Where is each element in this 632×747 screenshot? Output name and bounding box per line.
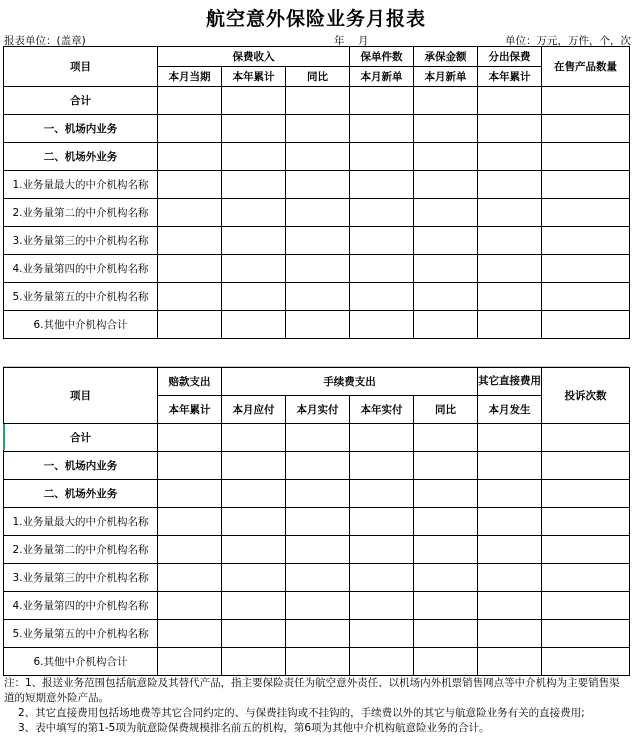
table-cell[interactable] bbox=[414, 283, 478, 311]
table-cell[interactable] bbox=[414, 227, 478, 255]
table-row bbox=[4, 311, 630, 339]
table-cell[interactable] bbox=[542, 620, 630, 648]
table-row bbox=[4, 199, 630, 227]
table-cell[interactable] bbox=[286, 87, 350, 115]
table-cell[interactable] bbox=[222, 199, 286, 227]
table-cell[interactable] bbox=[350, 227, 414, 255]
footnotes bbox=[4, 676, 628, 736]
table-cell[interactable] bbox=[350, 480, 414, 508]
table-cell[interactable] bbox=[222, 592, 286, 620]
table-row bbox=[4, 171, 630, 199]
table-cell[interactable] bbox=[542, 87, 630, 115]
table-cell[interactable] bbox=[286, 564, 350, 592]
table-cell[interactable] bbox=[222, 424, 286, 452]
note-3: 3、表中填写的第1-5项为航意险保费规模排名前五的机构，第6项为其他中介机构航意险业务的合计。 bbox=[18, 722, 490, 734]
row-label: 合计 bbox=[4, 87, 158, 115]
table-cell[interactable] bbox=[350, 536, 414, 564]
row-label: 5.业务量第五的中介机构名称 bbox=[4, 620, 158, 648]
table-cell[interactable] bbox=[222, 171, 286, 199]
row-label: 2.业务量第二的中介机构名称 bbox=[4, 536, 158, 564]
header-item: 项目 bbox=[4, 47, 158, 87]
table-cell[interactable] bbox=[414, 143, 478, 171]
table-cell[interactable] bbox=[222, 564, 286, 592]
row-label: 4.业务量第四的中介机构名称 bbox=[4, 592, 158, 620]
table-cell[interactable] bbox=[222, 508, 286, 536]
table-cell[interactable] bbox=[158, 564, 222, 592]
subheader-year-cumulative: 本年累计 bbox=[222, 67, 286, 87]
table-cell[interactable] bbox=[478, 592, 542, 620]
row-label: 1.业务量最大的中介机构名称 bbox=[4, 508, 158, 536]
table-cell[interactable] bbox=[542, 480, 630, 508]
table-row bbox=[4, 227, 630, 255]
year-label: 年 bbox=[334, 35, 345, 47]
table-cell[interactable] bbox=[478, 143, 542, 171]
row-label: 6.其他中介机构合计 bbox=[4, 648, 158, 676]
table-cell[interactable] bbox=[542, 592, 630, 620]
row-label: 合计 bbox=[4, 424, 158, 452]
subheader-ceded-cumulative: 本年累计 bbox=[478, 67, 542, 87]
row-label: 3.业务量第三的中介机构名称 bbox=[4, 564, 158, 592]
table-cell[interactable] bbox=[414, 311, 478, 339]
table-cell[interactable] bbox=[350, 199, 414, 227]
table-cell[interactable] bbox=[542, 648, 630, 676]
subheader-yoy: 同比 bbox=[286, 67, 350, 87]
table-cell[interactable] bbox=[286, 536, 350, 564]
table-cell[interactable] bbox=[158, 648, 222, 676]
active-cell-indicator bbox=[3, 424, 5, 450]
table-cell[interactable] bbox=[542, 424, 630, 452]
table-cell[interactable] bbox=[542, 255, 630, 283]
table-cell[interactable] bbox=[414, 508, 478, 536]
table-cell[interactable] bbox=[350, 620, 414, 648]
table-cell[interactable] bbox=[542, 508, 630, 536]
note-2: 2、其它直接费用包括场地费等其它合同约定的、与保费挂钩或不挂钩的，手续费以外的其它与航意险业务有关的直接费用; bbox=[18, 707, 585, 719]
table-cell[interactable] bbox=[350, 564, 414, 592]
table-cell[interactable] bbox=[158, 536, 222, 564]
table-cell[interactable] bbox=[222, 648, 286, 676]
row-label: 一、机场内业务 bbox=[4, 452, 158, 480]
header-complaints: 投诉次数 bbox=[542, 368, 630, 424]
header-item: 项目 bbox=[4, 368, 158, 424]
units-note: 单位：万元，万件，个，次 bbox=[505, 35, 631, 47]
table-cell[interactable] bbox=[350, 592, 414, 620]
table-cell[interactable] bbox=[350, 171, 414, 199]
table-row bbox=[4, 87, 630, 115]
table-cell[interactable] bbox=[414, 87, 478, 115]
table-cell[interactable] bbox=[414, 199, 478, 227]
table-cell[interactable] bbox=[542, 452, 630, 480]
table-cell[interactable] bbox=[222, 536, 286, 564]
header-policy-count: 保单件数 bbox=[350, 47, 414, 67]
table-cell[interactable] bbox=[158, 480, 222, 508]
row-label: 二、机场外业务 bbox=[4, 143, 158, 171]
header-claims: 赔款支出 bbox=[158, 368, 222, 396]
table-cell[interactable] bbox=[158, 143, 222, 171]
table-cell[interactable] bbox=[478, 508, 542, 536]
table-cell[interactable] bbox=[478, 199, 542, 227]
header-premium-income: 保费收入 bbox=[158, 47, 350, 67]
table-cell[interactable] bbox=[286, 143, 350, 171]
subheader-month-payable: 本月应付 bbox=[222, 396, 286, 424]
table-cell[interactable] bbox=[542, 311, 630, 339]
table-cell[interactable] bbox=[222, 255, 286, 283]
row-label: 4.业务量第四的中介机构名称 bbox=[4, 255, 158, 283]
table-cell[interactable] bbox=[286, 592, 350, 620]
table-cell[interactable] bbox=[478, 452, 542, 480]
table-cell[interactable] bbox=[478, 311, 542, 339]
table-cell[interactable] bbox=[478, 87, 542, 115]
table-cell[interactable] bbox=[542, 115, 630, 143]
table-row bbox=[4, 255, 630, 283]
row-label: 二、机场外业务 bbox=[4, 480, 158, 508]
table-cell[interactable] bbox=[158, 171, 222, 199]
row-label: 6.其他中介机构合计 bbox=[4, 311, 158, 339]
table-cell[interactable] bbox=[542, 283, 630, 311]
header-insured-amount: 承保金额 bbox=[414, 47, 478, 67]
table-row bbox=[4, 115, 630, 143]
table-cell[interactable] bbox=[350, 311, 414, 339]
table-cell[interactable] bbox=[478, 227, 542, 255]
table-cell[interactable] bbox=[542, 227, 630, 255]
table-cell[interactable] bbox=[222, 452, 286, 480]
table-cell[interactable] bbox=[414, 480, 478, 508]
table-cell[interactable] bbox=[414, 171, 478, 199]
row-label: 2.业务量第二的中介机构名称 bbox=[4, 199, 158, 227]
table-cell[interactable] bbox=[158, 283, 222, 311]
table-cell[interactable] bbox=[158, 115, 222, 143]
table-cell[interactable] bbox=[478, 255, 542, 283]
table-cell[interactable] bbox=[542, 171, 630, 199]
reporting-unit-label: 报表单位：(盖章) bbox=[4, 35, 86, 47]
table-cell[interactable] bbox=[478, 620, 542, 648]
table-cell[interactable] bbox=[478, 536, 542, 564]
row-label: 5.业务量第五的中介机构名称 bbox=[4, 283, 158, 311]
table-cell[interactable] bbox=[222, 143, 286, 171]
row-label: 3.业务量第三的中介机构名称 bbox=[4, 227, 158, 255]
table-cell[interactable] bbox=[286, 283, 350, 311]
table-cell[interactable] bbox=[478, 283, 542, 311]
subheader-policies-new: 本月新单 bbox=[350, 67, 414, 87]
table-cell[interactable] bbox=[222, 227, 286, 255]
table-cell[interactable] bbox=[350, 255, 414, 283]
table-cell[interactable] bbox=[286, 199, 350, 227]
table-cell[interactable] bbox=[414, 536, 478, 564]
table-row bbox=[4, 648, 630, 676]
table-row bbox=[4, 592, 630, 620]
table-cell[interactable] bbox=[222, 620, 286, 648]
table-cell[interactable] bbox=[478, 424, 542, 452]
table-cell[interactable] bbox=[286, 648, 350, 676]
table-cell[interactable] bbox=[542, 564, 630, 592]
subheader-amount-new: 本月新单 bbox=[414, 67, 478, 87]
table-cell[interactable] bbox=[414, 452, 478, 480]
subheader-yoy: 同比 bbox=[414, 396, 478, 424]
report-title: 航空意外保险业务月报表 bbox=[205, 8, 426, 30]
table-row bbox=[4, 424, 630, 452]
table-cell[interactable] bbox=[350, 508, 414, 536]
table-cell[interactable] bbox=[286, 480, 350, 508]
table-cell[interactable] bbox=[286, 255, 350, 283]
subheader-year-paid: 本年实付 bbox=[350, 396, 414, 424]
table-row bbox=[4, 508, 630, 536]
table-cell[interactable] bbox=[222, 87, 286, 115]
table-cell[interactable] bbox=[414, 648, 478, 676]
table-row bbox=[4, 143, 630, 171]
header-commission: 手续费支出 bbox=[222, 368, 478, 396]
header-products-on-sale: 在售产品数量 bbox=[542, 47, 630, 87]
table-cell[interactable] bbox=[350, 283, 414, 311]
note-1: 注：1、报送业务范围包括航意险及其替代产品，指主要保险责任为航空意外责任、以机场内外机票销售网点等中介机构为主要销售渠道的短期意外险产品。 bbox=[4, 677, 620, 704]
table-cell[interactable] bbox=[478, 480, 542, 508]
subheader-month-paid: 本月实付 bbox=[286, 396, 350, 424]
row-label: 1.业务量最大的中介机构名称 bbox=[4, 171, 158, 199]
table-cell[interactable] bbox=[158, 592, 222, 620]
table-cell[interactable] bbox=[478, 171, 542, 199]
table-cell[interactable] bbox=[158, 424, 222, 452]
table-cell[interactable] bbox=[222, 480, 286, 508]
table-cell[interactable] bbox=[414, 255, 478, 283]
table-row bbox=[4, 283, 630, 311]
subheader-month-incurred: 本月发生 bbox=[478, 396, 542, 424]
subheader-month-current: 本月当期 bbox=[158, 67, 222, 87]
table-cell[interactable] bbox=[350, 452, 414, 480]
premium-table bbox=[3, 46, 630, 339]
table-cell[interactable] bbox=[478, 115, 542, 143]
table-cell[interactable] bbox=[542, 199, 630, 227]
table-cell[interactable] bbox=[478, 564, 542, 592]
table-cell[interactable] bbox=[222, 115, 286, 143]
header-ceded-premium: 分出保费 bbox=[478, 47, 542, 67]
table-cell[interactable] bbox=[286, 227, 350, 255]
table-cell[interactable] bbox=[414, 115, 478, 143]
row-label: 一、机场内业务 bbox=[4, 115, 158, 143]
table-row bbox=[4, 480, 630, 508]
table-row bbox=[4, 452, 630, 480]
table-cell[interactable] bbox=[286, 508, 350, 536]
table-cell[interactable] bbox=[478, 648, 542, 676]
table-cell[interactable] bbox=[286, 452, 350, 480]
table-cell[interactable] bbox=[286, 424, 350, 452]
subheader-claims-cumulative: 本年累计 bbox=[158, 396, 222, 424]
table-cell[interactable] bbox=[350, 648, 414, 676]
table-cell[interactable] bbox=[158, 311, 222, 339]
table-row bbox=[4, 536, 630, 564]
table-cell[interactable] bbox=[286, 620, 350, 648]
table-cell[interactable] bbox=[158, 620, 222, 648]
table-cell[interactable] bbox=[414, 620, 478, 648]
month-label: 月 bbox=[358, 35, 369, 47]
table-cell[interactable] bbox=[542, 536, 630, 564]
table-cell[interactable] bbox=[158, 87, 222, 115]
table-cell[interactable] bbox=[350, 143, 414, 171]
expense-table bbox=[3, 367, 630, 676]
table-cell[interactable] bbox=[158, 199, 222, 227]
table-cell[interactable] bbox=[414, 592, 478, 620]
table-cell[interactable] bbox=[222, 283, 286, 311]
table-row bbox=[4, 564, 630, 592]
table-cell[interactable] bbox=[222, 311, 286, 339]
table-cell[interactable] bbox=[158, 227, 222, 255]
table-cell[interactable] bbox=[286, 311, 350, 339]
table-cell[interactable] bbox=[350, 87, 414, 115]
table-cell[interactable] bbox=[158, 452, 222, 480]
header-other-direct-expenses: 其它直接费用 bbox=[478, 368, 542, 396]
table-cell[interactable] bbox=[286, 171, 350, 199]
table-cell[interactable] bbox=[350, 115, 414, 143]
table-cell[interactable] bbox=[158, 508, 222, 536]
table-cell[interactable] bbox=[158, 255, 222, 283]
table-cell[interactable] bbox=[542, 143, 630, 171]
table-cell[interactable] bbox=[350, 424, 414, 452]
table-cell[interactable] bbox=[286, 115, 350, 143]
table-cell[interactable] bbox=[414, 424, 478, 452]
table-cell[interactable] bbox=[414, 564, 478, 592]
table-row bbox=[4, 620, 630, 648]
